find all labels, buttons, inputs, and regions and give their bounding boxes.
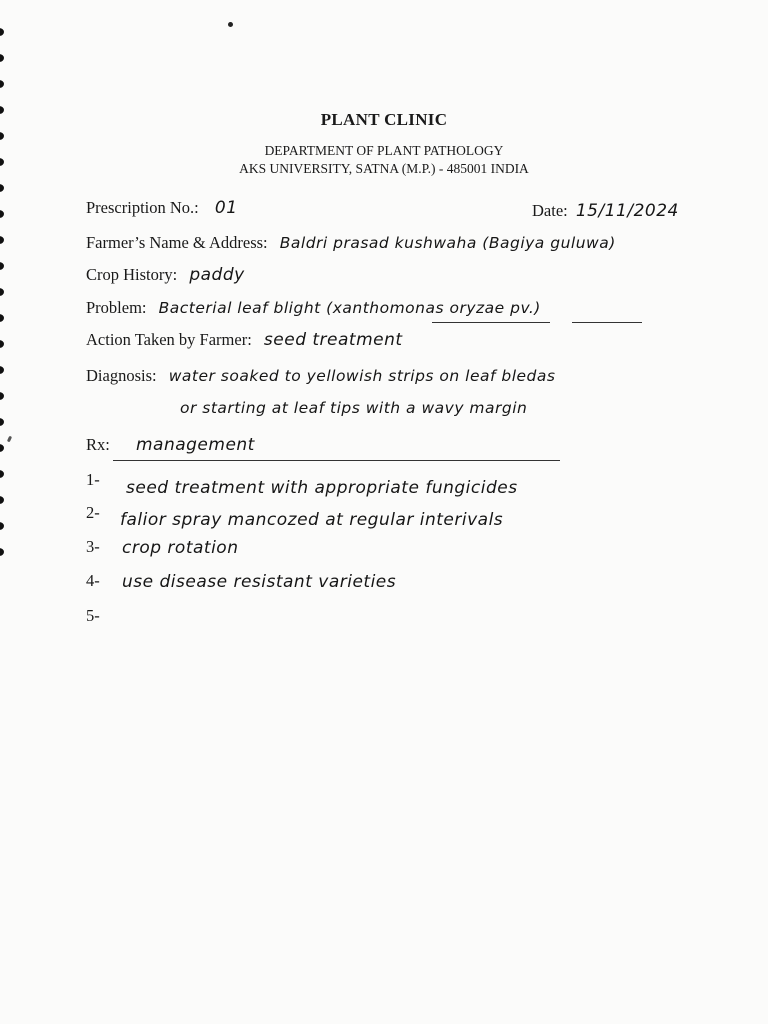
item-number: 5- — [86, 606, 100, 625]
rx-label: Rx: — [86, 435, 110, 454]
action-label: Action Taken by Farmer: — [86, 330, 252, 349]
item-text: use disease resistant varieties — [122, 572, 397, 592]
problem-value: Bacterial leaf blight (xanthomonas oryzae pv.) — [158, 299, 541, 317]
item-number: 2- — [86, 503, 100, 522]
page-title: PLANT CLINIC — [320, 110, 448, 129]
action-value: seed treatment — [263, 330, 403, 350]
department-name: DEPARTMENT OF PLANT PATHOLOGY — [264, 143, 504, 158]
prescription-label: Prescription No.: — [86, 198, 199, 217]
date-label: Date: — [532, 201, 568, 220]
farmer-value: Baldri prasad kushwaha (Bagiya guluwa) — [279, 234, 616, 252]
crop-history-row — [86, 265, 245, 285]
rx-row — [86, 435, 255, 455]
date-row — [532, 201, 679, 221]
problem-label: Problem: — [86, 298, 147, 317]
diagnosis-row — [86, 366, 555, 386]
farmer-label: Farmer’s Name & Address: — [86, 233, 268, 252]
prescription-row — [86, 198, 238, 218]
item-number: 4- — [86, 571, 100, 590]
rx-value: management — [135, 435, 255, 455]
ink-dot — [228, 22, 233, 27]
underline-mark — [572, 322, 642, 323]
prescription-number: 01 — [214, 198, 238, 218]
item-text: falior spray mancozed at regular interivals — [120, 510, 504, 530]
underline-mark — [432, 322, 550, 323]
university-address: AKS UNIVERSITY, SATNA (M.P.) - 485001 INDIA — [239, 161, 529, 176]
item-text: seed treatment with appropriate fungicides — [126, 478, 518, 498]
diagnosis-label: Diagnosis: — [86, 366, 157, 385]
farmer-row — [86, 233, 616, 253]
crop-history-value: paddy — [189, 265, 245, 285]
diagnosis-line-1: water soaked to yellowish strips on leaf bledas — [168, 367, 556, 385]
item-number: 3- — [86, 537, 100, 556]
item-number: 1- — [86, 470, 100, 489]
crop-history-label: Crop History: — [86, 265, 178, 284]
diagnosis-line-2: or starting at leaf tips with a wavy margin — [180, 399, 528, 417]
action-row — [86, 330, 403, 350]
item-text: crop rotation — [122, 538, 239, 558]
date-value: 15/11/2024 — [575, 201, 679, 221]
rx-underline — [113, 460, 560, 461]
ink-speck — [7, 436, 12, 443]
binder-holes — [0, 20, 8, 580]
problem-row — [86, 298, 541, 318]
